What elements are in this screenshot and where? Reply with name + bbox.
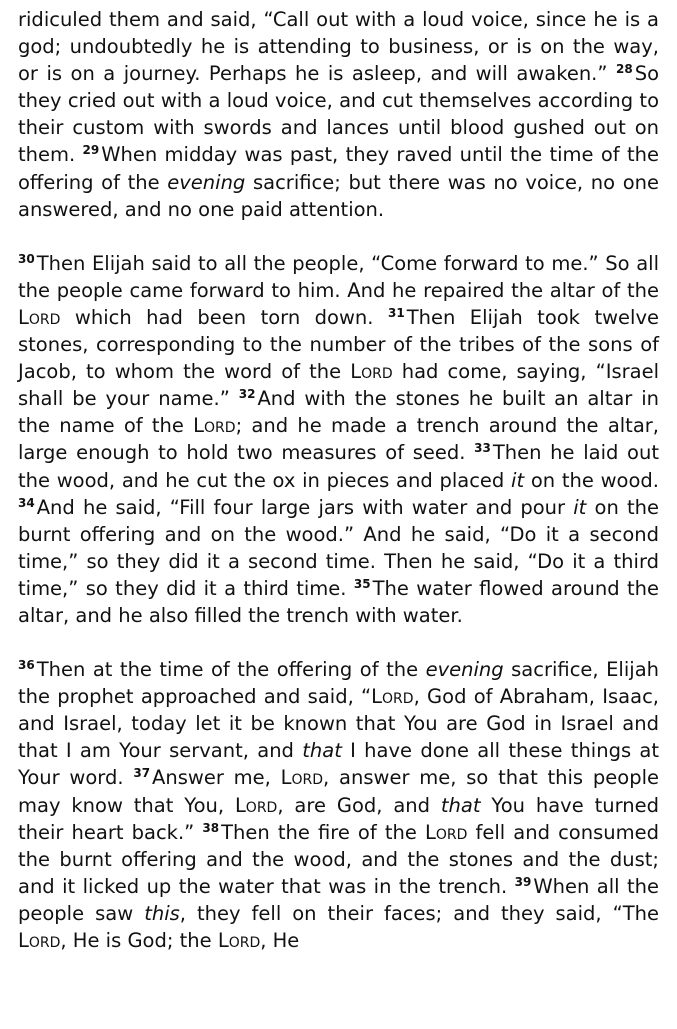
text-segment: which had been torn down. [60,305,388,329]
text-segment: Then Elijah took twelve stones, corresponding to the number of the tribes of the sons of Jacob, to whom the word of the [18,305,660,384]
verse-number: 39 [514,874,532,889]
text-segment: Then Elijah said to all the people, “Come forward to me.” So all the people came forward to him. And he repaired the altar of the [18,251,659,302]
verse-number: 31 [387,305,405,320]
text-segment: , they fell on their faces; and they said, “The [179,901,659,925]
italic-text: it [573,495,587,519]
text-segment: And with the stones he built an altar in the name of the [18,387,659,438]
text-segment: ; and he made a trench around the altar, large enough to hold two measures of seed. [18,414,659,465]
text-segment: Then he laid out the wood, and he cut the ox in pieces and placed [18,441,659,492]
text-segment: , He is God; the [60,929,218,952]
divine-name: Lord [424,820,468,844]
text-segment: had come, saying, “Israel shall be your name.” [18,360,660,411]
verse-number: 29 [82,143,100,158]
text-segment: on the wood. [524,468,659,492]
text-segment: The water flowed around the altar, and he also filled the trench with water. [18,576,659,627]
italic-text: it [511,468,525,492]
text-segment: , God of Abraham, Isaac, and Israel, today let it be known that You are God in Israel and that I am Your servant, and [18,685,659,763]
paragraph-verses-36-39 [18,656,659,954]
divine-name: Lord [18,305,61,329]
italic-text: that [440,793,481,817]
text-segment: And he said, “Fill four large jars with water and pour [36,495,574,519]
italic-text: this [144,901,180,925]
verse-number: 30 [18,251,35,266]
text-segment: I have done all these things at Your word. [18,739,659,790]
text-segment: Then at the time of the offering of the [36,658,426,682]
paragraph-verses-27-29 [18,6,659,223]
divine-name: Lord [193,414,236,438]
verse-number: 35 [353,576,371,591]
text-segment: ridiculed them and said, “Call out with a loud voice, since he is a god; undoubtedly he is attending to business, or is on the way, or is on a journey. Perhaps he is asleep, and will awaken.” [18,8,659,86]
text-segment: So they cried out with a loud voice, and cut themselves according to their custom with swords and lances until blood gushed out on them. [18,62,659,167]
divine-name: Lord [371,685,414,709]
text-segment: sacrifice, Elijah the prophet approached and said, “ [18,658,659,709]
text-segment: on the burnt offering and on the wood.” And he said, “Do it a second time,” so they did it a second time. Then he said, “Do it a third time,” so they did it a third time. [18,495,659,600]
text-segment: Answer me, [152,766,281,790]
verse-number: 34 [18,495,35,510]
italic-text: evening [425,658,504,682]
verse-number: 38 [202,820,220,835]
divine-name: Lord [280,766,324,790]
text-segment: When midday was past, they raved until the time of the offering of the [18,143,659,194]
text-segment: When all the people saw [18,874,659,925]
divine-name: Lord [234,793,278,817]
text-segment: , answer me, so that this people may know that You, [18,766,659,817]
text-segment: , are God, and [277,793,441,817]
verse-number: 32 [238,387,256,402]
italic-text: evening [167,170,246,194]
italic-text: that [302,739,342,763]
verse-number: 37 [133,766,151,781]
verse-number: 33 [474,441,491,456]
text-segment: , He [260,929,300,952]
divine-name: Lord [217,929,261,952]
text-segment: sacrifice; but there was no voice, no one answered, and no one paid attention. [18,170,659,221]
text-segment: You have turned their heart back.” [18,793,659,844]
verse-number: 36 [18,658,35,673]
text-segment: fell and consumed the burnt offering and the wood, and the stones and the dust; and it licked up the water that was in the trench. [18,820,659,898]
paragraph-verses-30-35 [18,250,659,629]
text-segment: Then the fire of the [221,820,425,844]
divine-name: Lord [18,929,61,952]
verse-number: 28 [615,62,633,77]
divine-name: Lord [350,360,393,384]
